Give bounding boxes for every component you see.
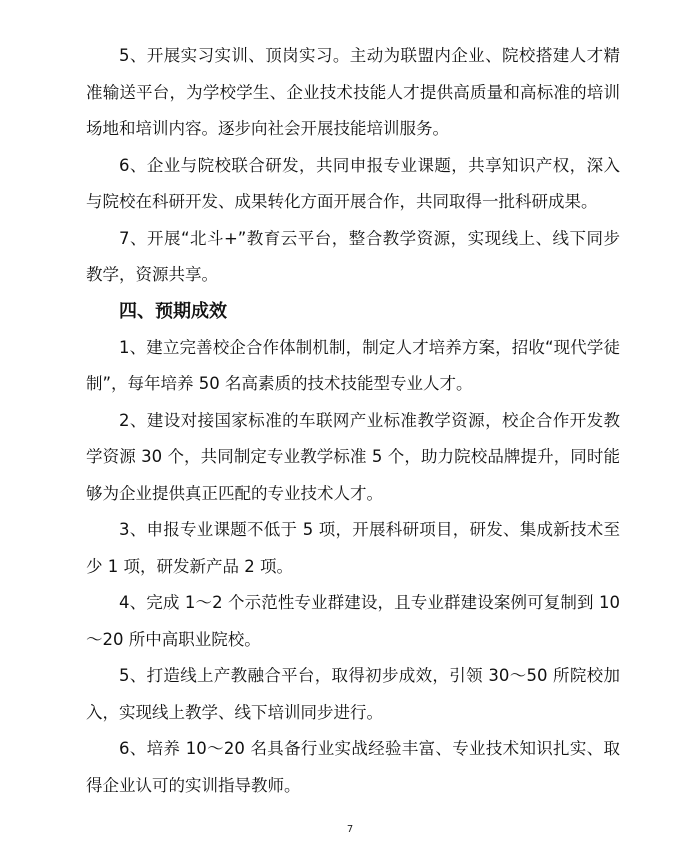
paragraph-item-7-cloud-platform: 7、开展“北斗+”教育云平台，整合教学资源，实现线上、线下同步教学，资源共享。 bbox=[86, 228, 620, 284]
paragraph-result-5: 5、打造线上产教融合平台，取得初步成效，引领 30～50 所院校加入，实现线上教学、线下培训同步进行。 bbox=[86, 666, 620, 722]
paragraph-item-6-research: 6、企业与院校联合研发，共同申报专业课题，共享知识产权，深入与院校在科研开发、成果转化方面开展合作，共同取得一批科研成果。 bbox=[86, 155, 620, 211]
paragraph-result-4: 4、完成 1～2 个示范性专业群建设，且专业群建设案例可复制到 10～20 所中高职业院校。 bbox=[86, 593, 620, 649]
paragraph-result-1: 1、建立完善校企合作体制机制，制定人才培养方案，招收“现代学徒制”，每年培养 50 名高素质的技术技能型专业人才。 bbox=[86, 337, 620, 393]
paragraph-result-6: 6、培养 10～20 名具备行业实战经验丰富、专业技术知识扎实、取得企业认可的实训指导教师。 bbox=[86, 739, 620, 795]
paragraph-result-2: 2、建设对接国家标准的车联网产业标准教学资源，校企合作开发教学资源 30 个，共同制定专业教学标准 5 个，助力院校品牌提升，同时能够为企业提供真正匹配的专业技术人才。 bbox=[86, 410, 620, 503]
paragraph-item-5-practice: 5、开展实习实训、顶岗实习。主动为联盟内企业、院校搭建人才精准输送平台，为学校学生、企业技术技能人才提供高质量和高标准的培训场地和培训内容。逐步向社会开展技能培训服务。 bbox=[86, 46, 620, 138]
section-heading-expected-results: 四、预期成效 bbox=[119, 300, 227, 322]
page-number: 7 bbox=[346, 824, 354, 835]
document-body bbox=[86, 38, 620, 804]
paragraph-result-3: 3、申报专业课题不低于 5 项，开展科研项目，研发、集成新技术至少 1 项，研发新产品 2 项。 bbox=[86, 520, 620, 576]
